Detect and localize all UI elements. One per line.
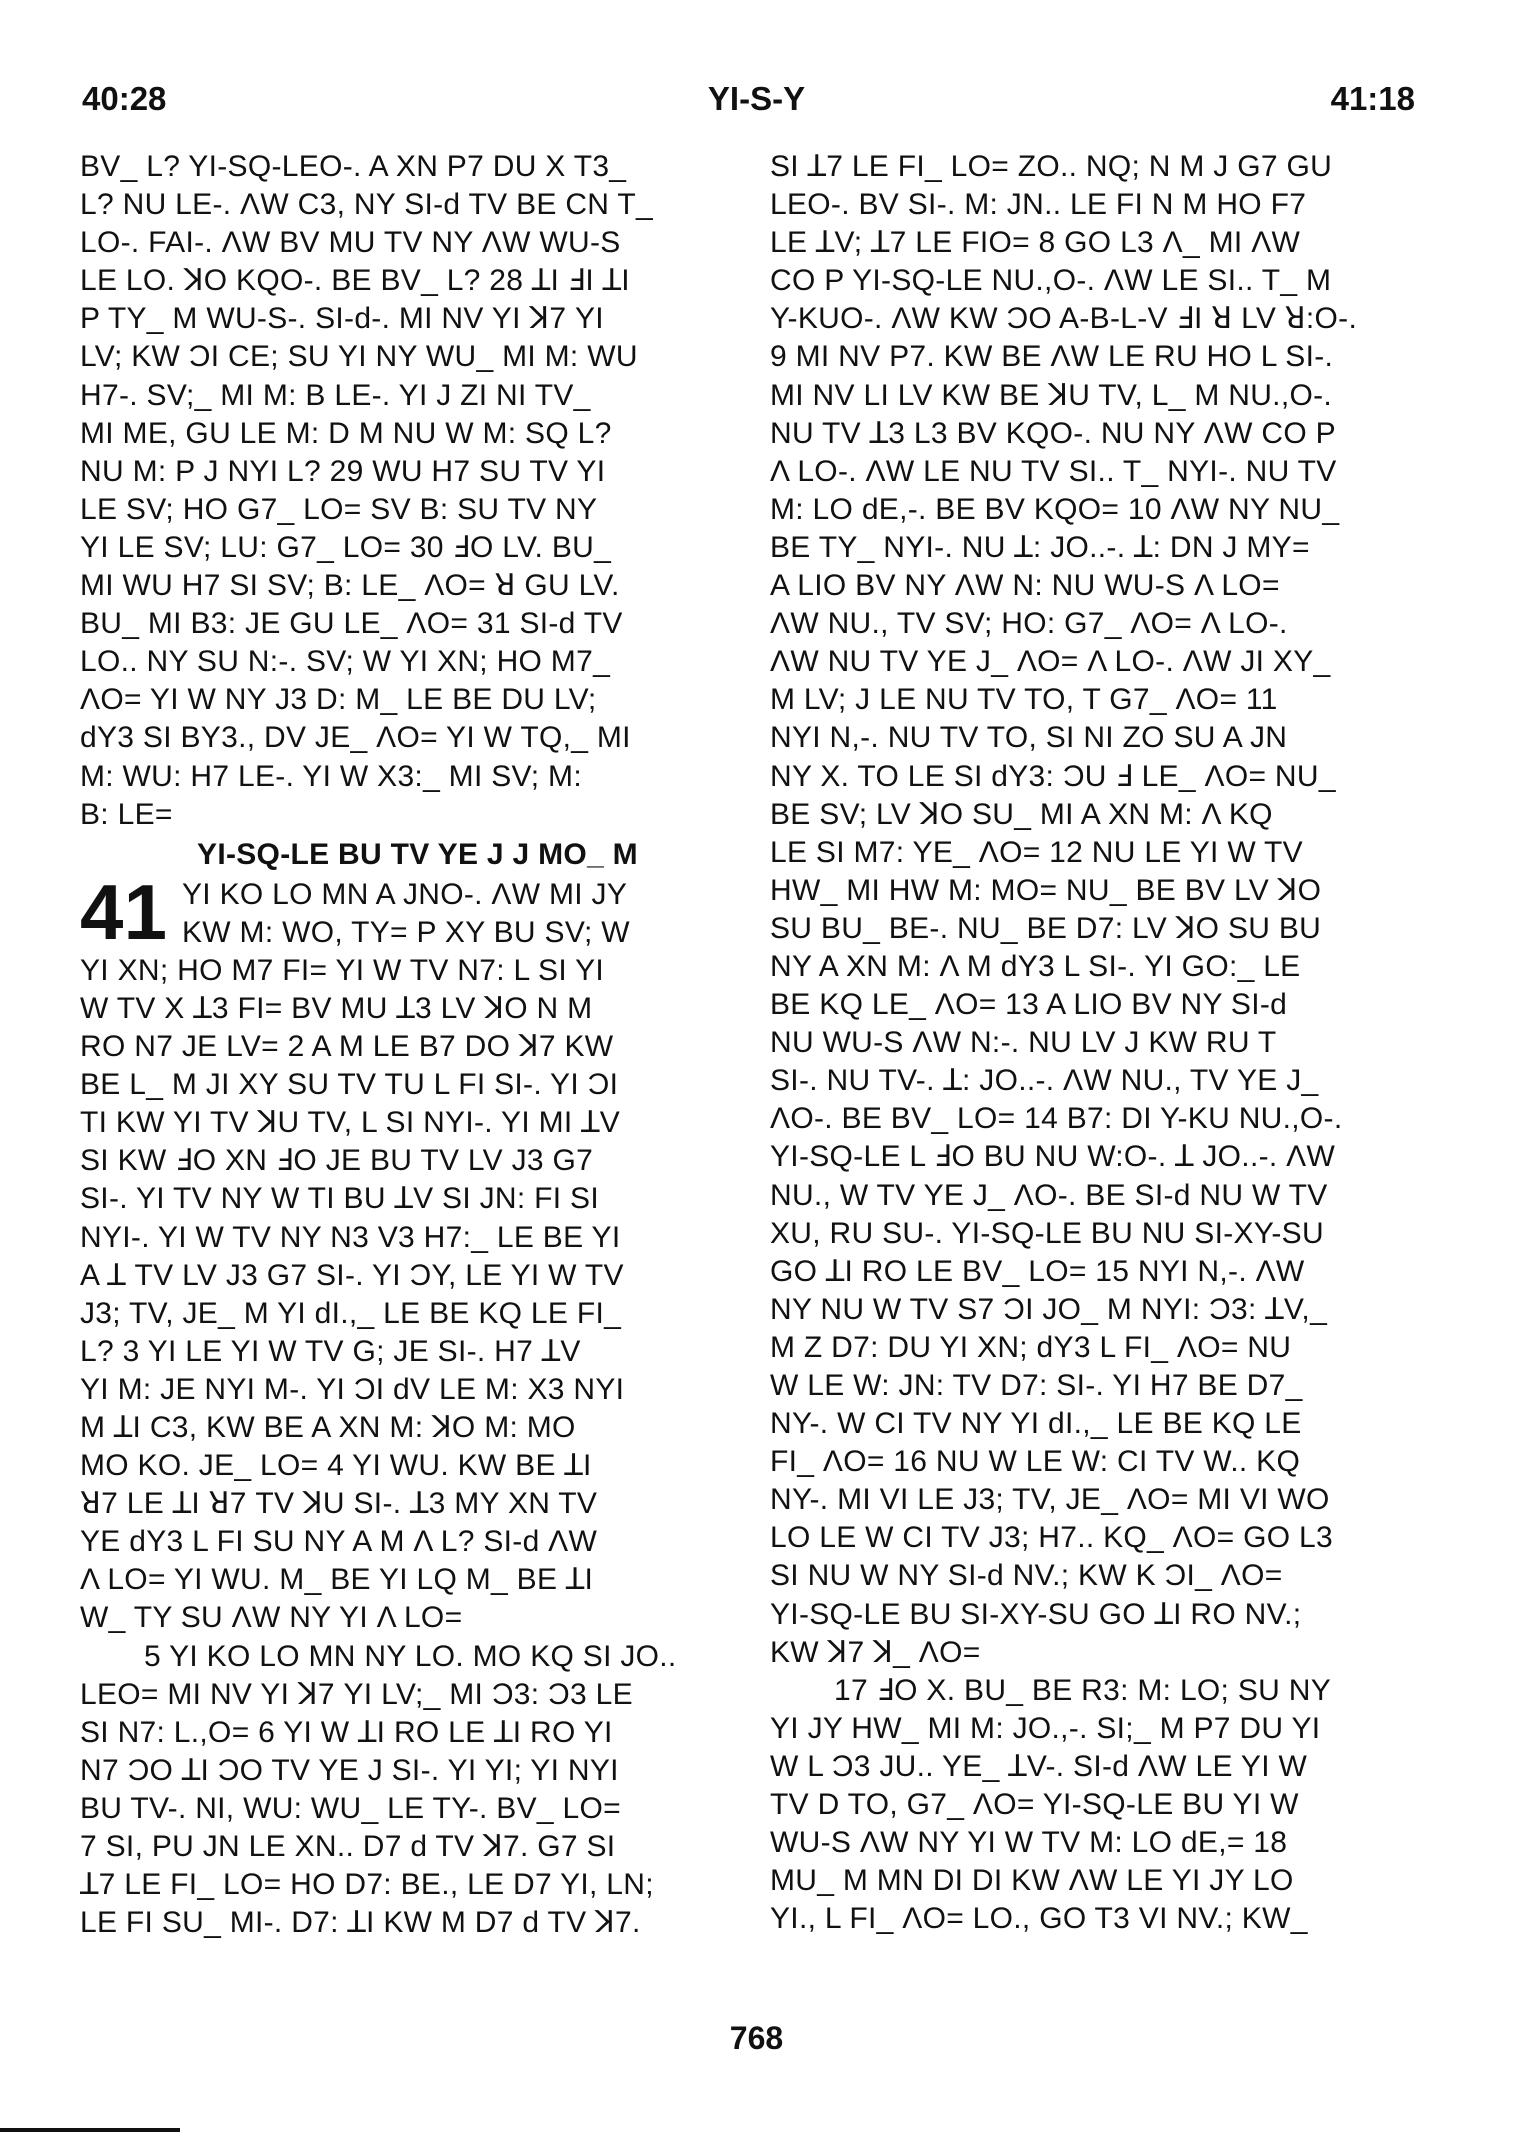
text-line: NY NU W TV S7 ƆI JO_ M NYI: Ɔ3: ꓕV,_ (770, 1292, 1328, 1326)
text-line: MU_ M MN DI DI KW ΛW LE YI JY LO (770, 1864, 1294, 1898)
left-text-column (80, 148, 715, 1942)
text-line: 9 MI NV P7. KW BE ΛW LE RU HO L SI-. (770, 340, 1334, 374)
text-line: 7 SI, PU JN LE XN.. D7 d TV ꓘ7. G7 SI (80, 1830, 616, 1864)
text-line: LE LO. ꓘO KQO-. BE BV_ L? 28 ꓕI ꓞI ꓕI (80, 264, 630, 298)
text-line: L? 3 YI LE YI W TV G; JE SI-. H7 ꓕV (80, 1334, 581, 1368)
text-line: BE TY_ NYI-. NU ꓕ: JO..-. ꓕ: DN J MY= (770, 530, 1310, 564)
text-line: W TV X ꓕ3 FI= BV MU ꓕ3 LV ꓘO N M (80, 991, 593, 1025)
text-line: NU M: P J NYI L? 29 WU H7 SU TV YI (80, 454, 606, 488)
text-line: ꓤ7 LE ꓕI ꓤ7 TV ꓘU SI-. ꓕ3 MY XN TV (80, 1487, 598, 1521)
right-text-column (770, 148, 1420, 1938)
chapter-number: 41 (80, 867, 168, 956)
text-line: LO-. FAI-. ΛW BV MU TV NY ΛW WU-S (80, 226, 621, 260)
text-line: ΛO= YI W NY J3 D: M_ LE BE DU LV; (80, 683, 597, 717)
text-line: NY A XN M: Λ M dY3 L SI-. YI GO:_ LE (770, 949, 1301, 983)
header-range-start: 40:28 (82, 80, 167, 117)
text-line: ꓕ7 LE FI_ LO= HO D7: BE., LE D7 YI, LN; (80, 1868, 654, 1902)
text-line: NYI N,-. NU TV TO, SI NI ZO SU A JN (770, 721, 1288, 755)
text-line: N7 ƆO ꓕI ƆO TV YE J SI-. YI YI; YI NYI (80, 1753, 619, 1787)
text-line: LE FI SU_ MI-. D7: ꓕI KW M D7 d TV ꓘ7. (80, 1906, 641, 1940)
text-line: GO ꓕI RO LE BV_ LO= 15 NYI N,-. ΛW (770, 1254, 1305, 1288)
text-line: P TY_ M WU-S-. SI-d-. MI NV YI ꓘ7 YI (80, 302, 604, 336)
text-line: NYI-. YI W TV NY N3 V3 H7:_ LE BE YI (80, 1220, 621, 1254)
text-line: YI-SQ-LE L ꓞO BU NU W:O-. ꓕ JO..-. ΛW (770, 1140, 1336, 1174)
text-line: KW ꓘ7 ꓘ_ ΛO= (770, 1635, 981, 1669)
text-line: MI WU H7 SI SV; B: LE_ ΛO= ꓤ GU LV. (80, 569, 620, 603)
text-line: XU, RU SU-. YI-SQ-LE BU NU SI-XY-SU (770, 1216, 1324, 1250)
text-line: SI N7: L.,O= 6 YI W ꓕI RO LE ꓕI RO YI (80, 1715, 613, 1749)
text-line: BU_ MI B3: JE GU LE_ ΛO= 31 SI-d TV (80, 607, 623, 641)
text-line: M LV; J LE NU TV TO, T G7_ ΛO= 11 (770, 683, 1278, 717)
text-line: SU BU_ BE-. NU_ BE D7: LV ꓘO SU BU (770, 911, 1322, 945)
text-line: YI KO LO MN A JNO-. ΛW MI JY (182, 877, 628, 911)
text-line: B: LE= (80, 797, 173, 831)
text-line: A ꓕ TV LV J3 G7 SI-. YI ƆY, LE YI W TV (80, 1258, 624, 1292)
text-line: KW M: WO, TY= P XY BU SV; W (182, 915, 630, 949)
paragraph-start: 17 ꓞO X. BU_ BE R3: M: LO; SU NY (834, 1673, 1332, 1707)
text-line: WU-S ΛW NY YI W TV M: LO dE,= 18 (770, 1826, 1288, 1860)
text-line: NY-. W CI TV NY YI dI.,_ LE BE KQ LE (770, 1407, 1302, 1441)
text-line: RO N7 JE LV= 2 A M LE B7 DO ꓘ7 KW (80, 1030, 614, 1064)
text-line: LEO-. BV SI-. M: JN.. LE FI N M HO F7 (770, 188, 1307, 222)
text-line: SI-. YI TV NY W TI BU ꓕV SI JN: FI SI (80, 1182, 599, 1216)
text-line: MI NV LI LV KW BE ꓘU TV, L_ M NU.,O-. (770, 378, 1333, 412)
running-header (0, 80, 1513, 130)
text-line: dY3 SI BY3., DV JE_ ΛO= YI W TQ,_ MI (80, 721, 631, 755)
text-line: YE dY3 L FI SU NY A M Λ L? SI-d ΛW (80, 1525, 598, 1559)
text-line: ΛW NU., TV SV; HO: G7_ ΛO= Λ LO-. (770, 607, 1288, 641)
text-line: SI KW ꓞO XN ꓞO JE BU TV LV J3 G7 (80, 1144, 594, 1178)
text-line: M Z D7: DU YI XN; dY3 L FI_ ΛO= NU (770, 1330, 1292, 1364)
text-line: ΛW NU TV YE J_ ΛO= Λ LO-. ΛW JI XY_ (770, 645, 1331, 679)
text-line: M: WU: H7 LE-. YI W X3:_ MI SV; M: (80, 759, 582, 793)
text-line: LO LE W CI TV J3; H7.. KQ_ ΛO= GO L3 (770, 1521, 1333, 1555)
text-line: TI KW YI TV ꓘU TV, L SI NYI-. YI MI ꓕV (80, 1106, 621, 1140)
text-line: A LIO BV NY ΛW N: NU WU-S Λ LO= (770, 569, 1280, 603)
text-line: LV; KW ƆI CE; SU YI NY WU_ MI M: WU (80, 340, 638, 374)
text-line: BE L_ M JI XY SU TV TU L FI SI-. YI ƆI (80, 1068, 619, 1102)
text-line: W_ TY SU ΛW NY YI Λ LO= (80, 1601, 463, 1635)
text-line: TV D TO, G7_ ΛO= YI-SQ-LE BU YI W (770, 1788, 1299, 1822)
text-line: NU TV ꓕ3 L3 BV KQO-. NU NY ΛW CO P (770, 416, 1336, 450)
text-line: W LE W: JN: TV D7: SI-. YI H7 BE D7_ (770, 1369, 1303, 1402)
text-line: L? NU LE-. ΛW C3, NY SI-d TV BE CN T_ (80, 188, 653, 222)
text-line: SI ꓕ7 LE FI_ LO= ZO.. NQ; N M J G7 GU (770, 150, 1333, 183)
text-line: Λ LO-. ΛW LE NU TV SI.. T_ NYI-. NU TV (770, 454, 1337, 488)
text-line: MO KO. JE_ LO= 4 YI WU. KW BE ꓕI (80, 1449, 592, 1483)
text-line: M: LO dE,-. BE BV KQO= 10 ΛW NY NU_ (770, 492, 1340, 526)
text-line: YI., L FI_ ΛO= LO., GO T3 VI NV.; KW_ (770, 1902, 1308, 1936)
text-line: YI XN; HO M7 FI= YI W TV N7: L SI YI (80, 953, 605, 987)
text-line: SI-. NU TV-. ꓕ: JO..-. ΛW NU., TV YE J_ (770, 1064, 1319, 1098)
text-line: CO P YI-SQ-LE NU.,O-. ΛW LE SI.. T_ M (770, 264, 1332, 298)
text-line: LE ꓕV; ꓕ7 LE FIO= 8 GO L3 Λ_ MI ΛW (770, 226, 1301, 260)
text-line: LE SI M7: YE_ ΛO= 12 NU LE YI W TV (770, 835, 1303, 869)
text-line: NY-. MI VI LE J3; TV, JE_ ΛO= MI VI WO (770, 1483, 1330, 1517)
section-heading: YI-SQ-LE BU TV YE J J MO_ M (197, 837, 638, 871)
text-line: NU WU-S ΛW N:-. NU LV J KW RU T (770, 1026, 1277, 1060)
text-line: M ꓕI C3, KW BE A XN M: ꓘO M: MO (80, 1411, 576, 1444)
text-line: LEO= MI NV YI ꓘ7 YI LV;_ MI Ɔ3: Ɔ3 LE (80, 1677, 633, 1711)
text-line: NU., W TV YE J_ ΛO-. BE SI-d NU W TV (770, 1178, 1328, 1212)
text-line: SI NU W NY SI-d NV.; KW K ƆI_ ΛO= (770, 1559, 1283, 1593)
header-book-title: YI-S-Y (707, 80, 806, 117)
text-line: J3; TV, JE_ M YI dI.,_ LE BE KQ LE FI_ (80, 1296, 622, 1330)
header-range-end: 41:18 (1330, 80, 1415, 117)
text-line: HW_ MI HW M: MO= NU_ BE BV LV ꓘO (770, 873, 1322, 907)
text-line: Λ LO= YI WU. M_ BE YI LQ M_ BE ꓕI (80, 1563, 594, 1597)
text-line: W L Ɔ3 JU.. YE_ ꓕV-. SI-d ΛW LE YI W (770, 1749, 1308, 1783)
text-line: BE KQ LE_ ΛO= 13 A LIO BV NY SI-d (770, 988, 1288, 1022)
chapter-opening (80, 867, 715, 956)
text-line: BV_ L? YI-SQ-LEO-. A XN P7 DU X T3_ (80, 150, 627, 183)
paragraph-start: 5 YI KO LO MN NY LO. MO KQ SI JO.. (144, 1639, 677, 1673)
text-line: YI JY HW_ MI M: JO.,-. SI;_ M P7 DU YI (770, 1711, 1321, 1745)
text-line: LO.. NY SU N:-. SV; W YI XN; HO M7_ (80, 645, 611, 679)
text-line: BE SV; LV ꓘO SU_ MI A XN M: Λ KQ (770, 797, 1273, 831)
text-line: NY X. TO LE SI dY3: ƆU ꓞ LE_ ΛO= NU_ (770, 759, 1336, 793)
text-line: Y-KUO-. ΛW KW ƆO A-B-L-V ꓞI ꓤ LV ꓤ:O-. (770, 302, 1358, 336)
page-number: 768 (729, 2020, 784, 2056)
text-line: YI M: JE NYI M-. YI ƆI dV LE M: X3 NYI (80, 1372, 625, 1406)
text-line: LE SV; HO G7_ LO= SV B: SU TV NY (80, 492, 598, 526)
text-line: YI-SQ-LE BU SI-XY-SU GO ꓕI RO NV.; (770, 1597, 1302, 1631)
text-line: MI ME, GU LE M: D M NU W M: SQ L? (80, 416, 612, 450)
text-line: YI LE SV; LU: G7_ LO= 30 ꓞO LV. BU_ (80, 530, 612, 564)
text-line: FI_ ΛO= 16 NU W LE W: CI TV W.. KQ (770, 1445, 1301, 1479)
text-line: BU TV-. NI, WU: WU_ LE TY-. BV_ LO= (80, 1791, 621, 1825)
text-line: ΛO-. BE BV_ LO= 14 B7: DI Y-KU NU.,O-. (770, 1102, 1343, 1136)
bottom-rule (0, 2128, 180, 2132)
text-line: H7-. SV;_ MI M: B LE-. YI J ZI NI TV_ (80, 378, 591, 412)
